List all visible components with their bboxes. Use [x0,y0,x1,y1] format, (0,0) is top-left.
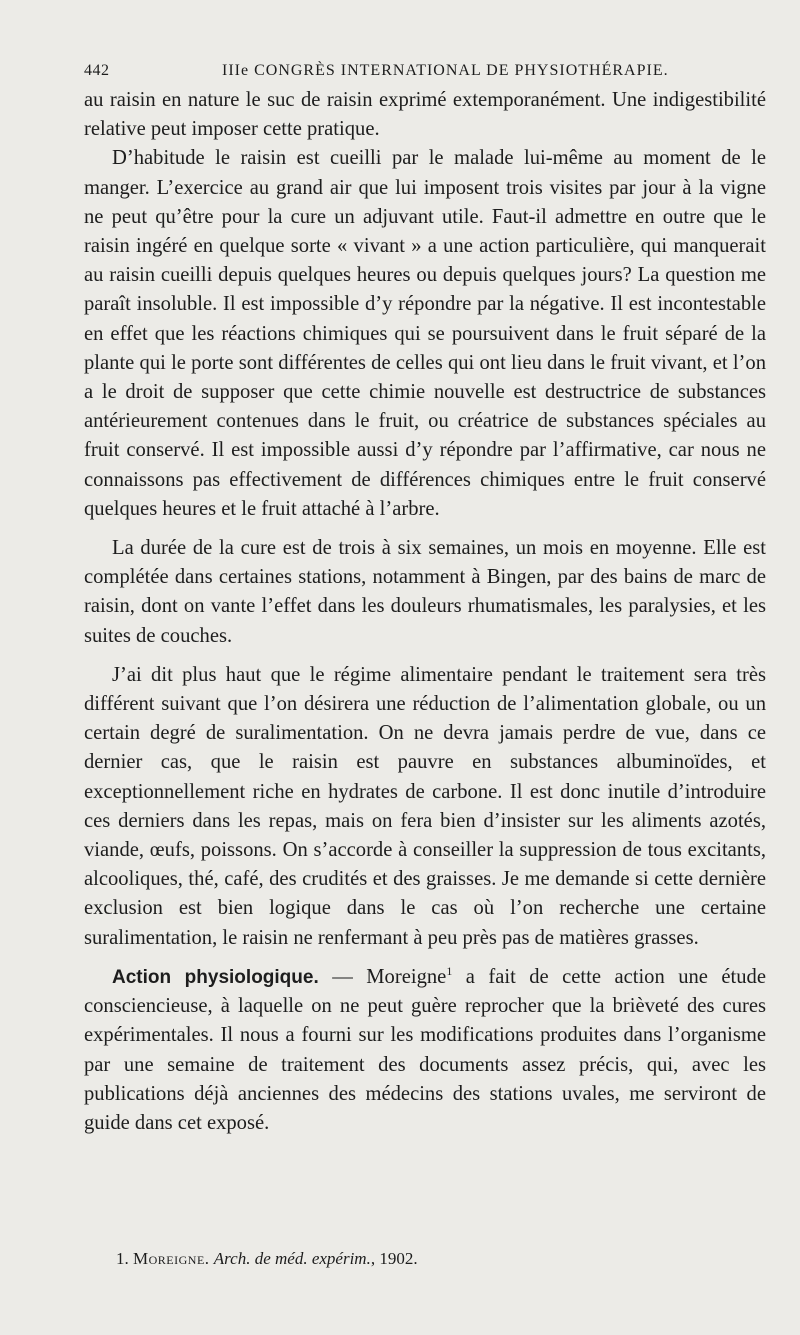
footnote-reference: 1 [446,964,453,979]
page-body [84,86,766,1138]
section-text: a fait de cette action une étude consciencieuse, à laquelle on ne peut guère reprocher que la brièveté des cures expérimentales. Il nous a fourni sur les modifications produites dans l’organisme par une semaine de traitement des documents assez précis, qui, avec les publications déjà anciennes des médecins des stations uvales, me serviront de guide dans cet exposé. [84,965,766,1134]
footnote [116,1247,766,1271]
page-number: 442 [84,62,110,79]
section-dash: — Moreigne [318,965,447,988]
section-heading: Action physiologique. [112,966,319,988]
section-paragraph [84,963,766,1138]
paragraph: J’ai dit plus haut que le régime alimentaire pendant le traitement sera très différent suivant que l’on désirera une réduction de l’alimentation globale, ou un certain degré de suralimentation. On ne devra jamais perdre de vue, dans ce dernier cas, que le raisin est pauvre en substances albuminoïdes, et exceptionnellement riche en hydrates de carbone. Il est donc inutile d’introduire ces derniers dans les repas, mais on fera bien d’insister sur les aliments azotés, viande, œufs, poissons. On s’accorde à conseiller la suppression de tous excitants, alcooliques, thé, café, des crudités et des graisses. Je me demande si cette dernière exclusion est bien logique dans le cas où l’on recherche une certaine suralimentation, le raisin ne renfermant à peu près pas de matières grasses. [84,663,766,949]
paragraph-gap [84,953,766,963]
paragraph-continuation: au raisin en nature le suc de raisin exprimé extemporanément. Une indigestibilité relative peut imposer cette pratique. [84,89,766,141]
paragraph: La durée de la cure est de trois à six semaines, un mois en moyenne. Elle est complétée dans certaines stations, notamment à Bingen, par des bains de marc de raisin, dont on vante l’effet dans les douleurs rhumatismales, les paralysies, et les suites de couches. [84,537,766,647]
paragraph-gap [84,524,766,534]
running-title: IIIe CONGRÈS INTERNATIONAL DE PHYSIOTHÉRAPIE. [222,62,669,79]
footnote-year: , 1902. [370,1249,418,1268]
paragraph: D’habitude le raisin est cueilli par le malade lui-même au moment de le manger. L’exercice au grand air que lui imposent trois visites par jour à la vigne ne peut qu’être pour la cure un adjuvant utile. Faut-il admettre en outre que le raisin ingéré en quelque sorte « vivant » a une action particulière, qui manquerait au raisin cueilli depuis quelques heures ou depuis quelques jours? La question me paraît insoluble. Il est impossible d’y répondre par la négative. Il est incontestable en effet que les réactions chimiques qui se poursuivent dans le fruit séparé de la plante qui le porte sont différentes de celles qui ont lieu dans le fruit vivant, et l’on a le droit de supposer que cette chimie nouvelle est destructrice de substances antérieurement contenues dans le fruit, ou créatrice de substances spéciales au fruit conservé. Il est impossible aussi d’y répondre par l’affirmative, car nous ne connaissons pas effectivement de différences chimiques entre le fruit conservé quelques heures et le fruit attaché à l’arbre. [84,147,766,520]
footnote-author: Moreigne. [133,1249,210,1268]
paragraph-gap [84,651,766,661]
footnote-number: 1. [116,1249,129,1268]
page-header [84,58,764,86]
footnote-journal: Arch. de méd. expérim. [213,1249,371,1268]
